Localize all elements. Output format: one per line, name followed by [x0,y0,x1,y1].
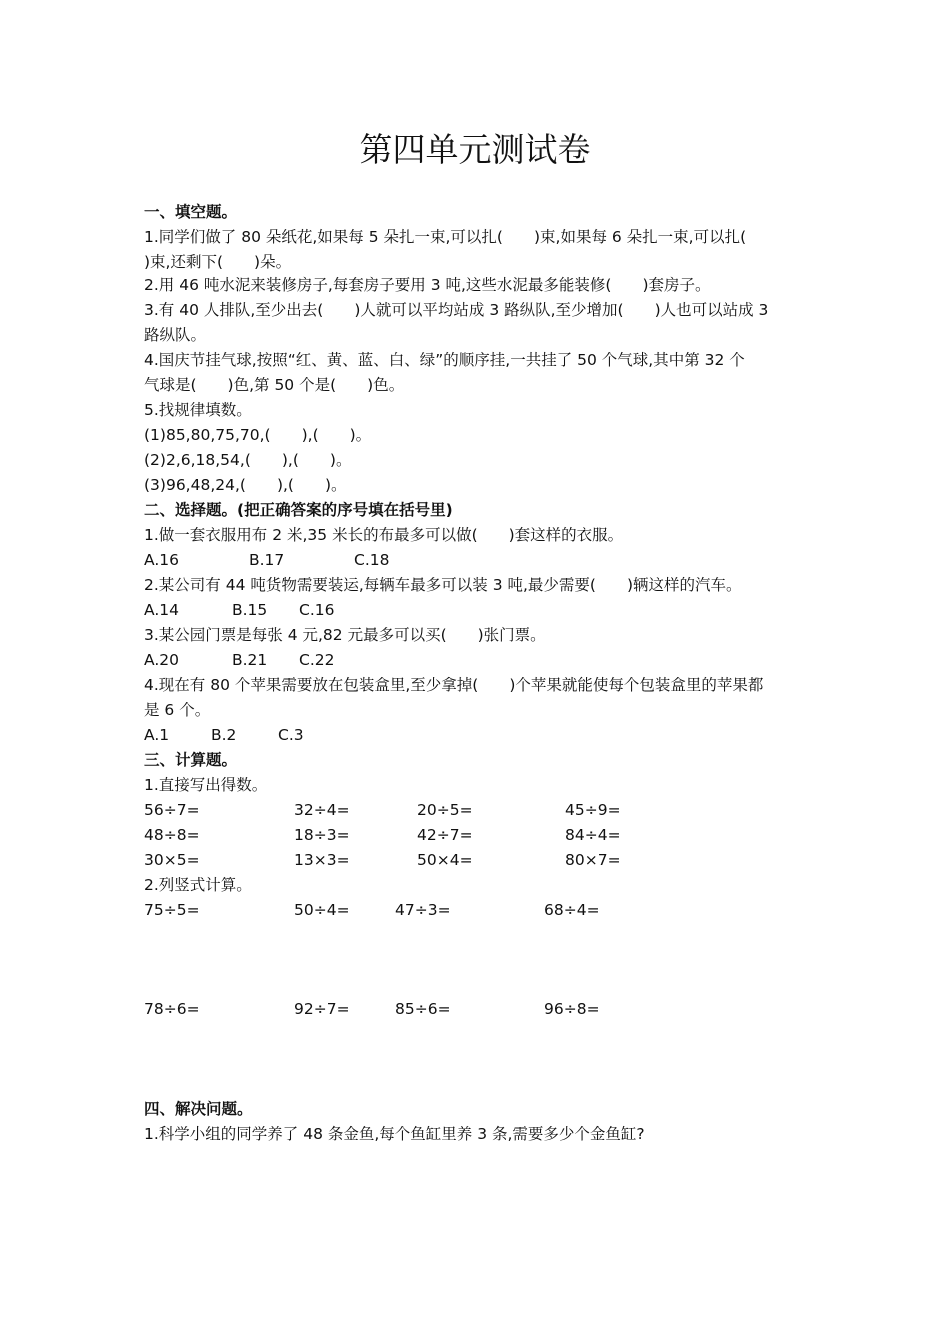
page-title: 第四单元测试卷 [359,130,591,169]
question-text: 1.直接写出得数。 [144,776,268,794]
answer-options [144,723,814,748]
calc-item: 30×5= [144,851,200,869]
option-a: A.20 [144,651,179,669]
option-b: B.15 [232,601,268,619]
calc-item: 48÷8= [144,826,200,844]
question-text: 3.有 40 人排队,至少出去( )人就可以平均站成 3 路纵队,至少增加( )人也可以站成 3 [144,301,769,319]
option-b: B.21 [232,651,268,669]
calc-item: 18÷3= [294,826,350,844]
section-heading-problem-solving: 四、解决问题。 [144,1100,253,1118]
question-text: 路纵队。 [144,326,207,344]
calc-item: 42÷7= [417,826,473,844]
question-text: 4.国庆节挂气球,按照“红、黄、蓝、白、绿”的顺序挂,一共挂了 50 个气球,其中第 32 个 [144,351,745,369]
question-text: 1.科学小组的同学养了 48 条金鱼,每个鱼缸里养 3 条,需要多少个金鱼缸? [144,1125,645,1143]
question-text: 2.列竖式计算。 [144,876,252,894]
calc-item: 92÷7= [294,1000,350,1018]
sequence-item: (1)85,80,75,70,( ),( )。 [144,426,372,444]
option-b: B.17 [249,551,285,569]
calc-item: 50÷4= [294,901,350,919]
answer-options [144,598,814,623]
answer-options [144,548,814,573]
calc-item: 78÷6= [144,1000,200,1018]
question-text: 是 6 个。 [144,701,211,719]
question-text: 1.做一套衣服用布 2 米,35 米长的布最多可以做( )套这样的衣服。 [144,526,624,544]
calc-item: 13×3= [294,851,350,869]
calc-item: 45÷9= [565,801,621,819]
vertical-calc-row [144,997,814,1022]
calc-item: 56÷7= [144,801,200,819]
calc-item: 68÷4= [544,901,600,919]
calc-item: 84÷4= [565,826,621,844]
question-text: 1.同学们做了 80 朵纸花,如果每 5 朵扎一束,可以扎( )束,如果每 6 朵扎一束,可以扎( [144,228,747,246]
option-c: C.18 [354,551,390,569]
calc-item: 85÷6= [395,1000,451,1018]
question-text: 3.某公园门票是每张 4 元,82 元最多可以买( )张门票。 [144,626,546,644]
calc-item: 80×7= [565,851,621,869]
section-heading-calculation: 三、计算题。 [144,751,238,769]
section-heading-fill-in: 一、填空题。 [144,203,238,221]
calc-item: 47÷3= [395,901,451,919]
option-c: C.16 [299,601,335,619]
sequence-item: (3)96,48,24,( ),( )。 [144,476,347,494]
option-a: A.14 [144,601,179,619]
calc-row [144,823,814,848]
question-text: 4.现在有 80 个苹果需要放在包装盒里,至少拿掉( )个苹果就能使每个包装盒里的苹果都 [144,676,764,694]
option-a: A.16 [144,551,179,569]
option-a: A.1 [144,726,170,744]
vertical-calc-row [144,898,814,923]
question-text: )束,还剩下( )朵。 [144,253,292,271]
question-text: 5.找规律填数。 [144,401,252,419]
question-text: 2.某公司有 44 吨货物需要装运,每辆车最多可以装 3 吨,最少需要( )辆这样的汽车。 [144,576,742,594]
calc-item: 50×4= [417,851,473,869]
calc-item: 75÷5= [144,901,200,919]
question-text: 气球是( )色,第 50 个是( )色。 [144,376,405,394]
question-text: 2.用 46 吨水泥来装修房子,每套房子要用 3 吨,这些水泥最多能装修( )套房子。 [144,276,711,294]
calc-item: 96÷8= [544,1000,600,1018]
calc-row [144,848,814,873]
calc-row [144,798,814,823]
calc-item: 32÷4= [294,801,350,819]
sequence-item: (2)2,6,18,54,( ),( )。 [144,451,352,469]
section-heading-multiple-choice: 二、选择题。(把正确答案的序号填在括号里) [144,501,453,519]
calc-item: 20÷5= [417,801,473,819]
option-b: B.2 [211,726,237,744]
option-c: C.3 [278,726,304,744]
option-c: C.22 [299,651,335,669]
answer-options [144,648,814,673]
